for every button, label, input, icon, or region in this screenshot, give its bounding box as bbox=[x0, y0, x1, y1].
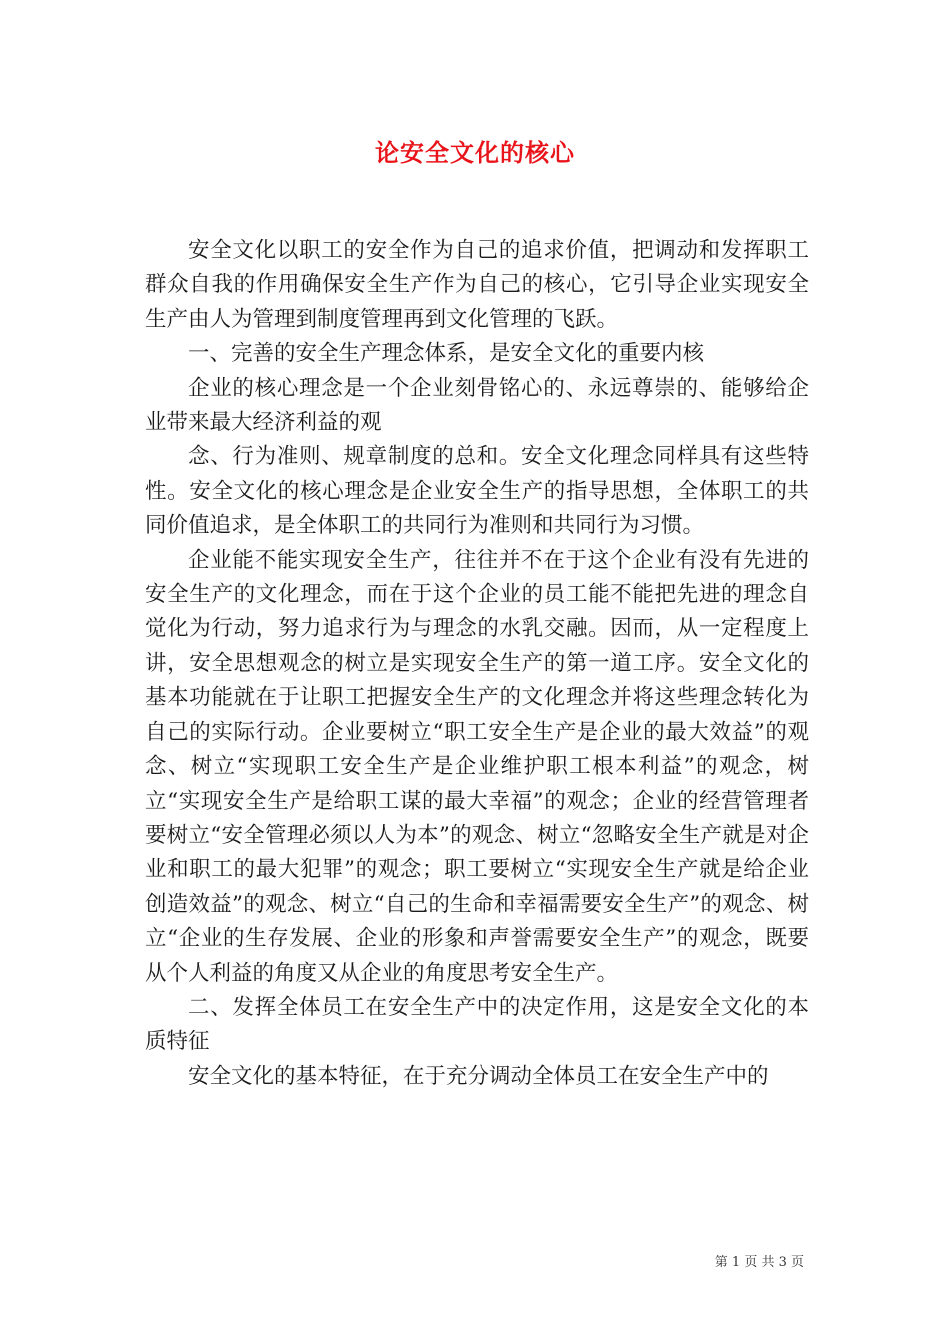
paragraph-core-concept: 企业的核心理念是一个企业刻骨铭心的、永远尊崇的、能够给企业带来最大经济利益的观 bbox=[145, 375, 809, 436]
paragraph-implementation: 企业能不能实现安全生产，往往并不在于这个企业有没有先进的安全生产的文化理念，而在于这个企业的员工能不能把先进的理念自觉化为行动，努力追求行为与理念的水乳交融。因而，从一定程度上讲，安全思想观念的树立是实现安全生产的第一道工序。安全文化的基本功能就在于让职工把握安全生产的文化理念并将这些理念转化为自己的实际行动。企业要树立“职工安全生产是企业的最大效益”的观念、树立“实现职工安全生产是企业维护职工根本利益”的观念，树立“实现安全生产是给职工谋的最大幸福”的观念；企业的经营管理者要树立“安全管理必须以人为本”的观念、树立“忽略安全生产就是对企业和职工的最大犯罪”的观念；职工要树立“实现安全生产就是给企业创造效益”的观念、树立“自己的生命和幸福需要安全生产”的观念、树立“企业的生存发展、企业的形象和声誉需要安全生产”的观念，既要从个人利益的角度又从企业的角度思考安全生产。 bbox=[145, 547, 809, 986]
document-body bbox=[145, 234, 809, 1094]
document-title: 论安全文化的核心 bbox=[375, 138, 575, 167]
paragraph-concept-continued: 念、行为准则、规章制度的总和。安全文化理念同样具有这些特性。安全文化的核心理念是企业安全生产的指导思想，全体职工的共同价值追求，是全体职工的共同行为准则和共同行为习惯。 bbox=[145, 444, 809, 539]
page-number-footer: 第 1 页 共 3 页 bbox=[714, 1255, 804, 1270]
paragraph-intro: 安全文化以职工的安全作为自己的追求价值，把调动和发挥职工群众自我的作用确保安全生产作为自己的核心，它引导企业实现安全生产由人为管理到制度管理再到文化管理的飞跃。 bbox=[145, 238, 809, 332]
paragraph-basic-feature: 安全文化的基本特征，在于充分调动全体员工在安全生产中的 bbox=[188, 1063, 769, 1089]
section-heading-1: 一、完善的安全生产理念体系，是安全文化的重要内核 bbox=[188, 341, 705, 367]
section-heading-2: 二、发挥全体员工在安全生产中的决定作用，这是安全文化的本质特征 bbox=[145, 994, 809, 1055]
